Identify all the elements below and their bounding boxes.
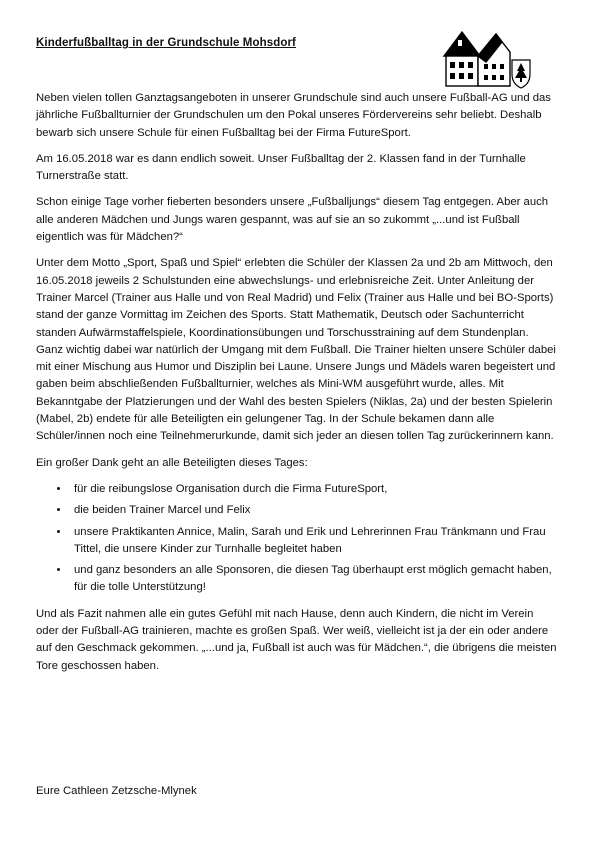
closing-paragraph: Und als Fazit nahmen alle ein gutes Gefühl mit nach Hause, denn auch Kindern, die nicht im Verein oder der Fußball-AG trainieren, machte es großen Spaß. Wer weiß, vielleicht ist ja der ein oder andere auf den Geschmack gekommen. „...und ja, Fußball ist auch was für Mädchen.“, die übrigens die meisten Tore geschossen haben.	[36, 607, 557, 672]
paragraph: Neben vielen tollen Ganztagsangeboten in unserer Grundschule sind auch unsere Fußball-AG und das jährliche Fußballturnier der Grundschulen um den Pokal unseres Fördervereins sehr beliebt. Deshalb bewarb sich unsere Schule für einen Fußballtag bei der Firma FutureSport.	[36, 92, 551, 139]
article-body	[36, 90, 558, 684]
document-title: Kinderfußballtag in der Grundschule Mohsdorf	[36, 37, 296, 49]
paragraph: Am 16.05.2018 war es dann endlich soweit. Unser Fußballtag der 2. Klassen fand in der Turnhalle Turnerstraße statt.	[36, 152, 526, 183]
list-item: • und ganz besonders an alle Sponsoren, die diesen Tag überhaupt erst möglich gemacht haben, für die tolle Unterstützung!	[70, 562, 558, 597]
paragraph: Schon einige Tage vorher fieberten besonders unsere „Fußballjungs“ diesem Tag entgegen. Aber auch alle anderen Mädchen und Jungs waren gespannt, was auf sie an so zukommt „...und ist Fußball eigentlich was für Mädchen?“	[36, 196, 549, 244]
paragraph: Ein großer Dank geht an alle Beteiligten dieses Tages:	[36, 456, 308, 469]
signature: Eure Cathleen Zetzsche-Mlynek	[36, 785, 197, 797]
list-item: • unsere Praktikanten Annice, Malin, Sarah und Erik und Lehrerinnen Frau Tränkmann und Frau Tittel, die unsere Kinder zur Turnhalle begleitet haben	[70, 524, 558, 559]
list-item: • für die reibungslose Organisation durch die Firma FutureSport,	[70, 481, 558, 498]
thanks-list	[36, 481, 558, 597]
school-building-logo	[440, 26, 532, 90]
list-item: • die beiden Trainer Marcel und Felix	[70, 502, 558, 519]
paragraph: Unter dem Motto „Sport, Spaß und Spiel“ erlebten die Schüler der Klassen 2a und 2b am Mittwoch, den 16.05.2018 jeweils 2 Schulstunden eine abwechslungs- und erlebnisreiche Zeit. Unter Anleitung der Trainer Marcel (Trainer aus Halle und von Real Madrid) und Felix (Trainer aus Halle und bei BO-Sports) stand der ganze Vormittag im Zeichen des Sports. Statt Mathematik, Deutsch oder Sachunterricht standen Aufwärmstaffelspiele, Koordinationsübungen und Torschusstraining auf dem Stundenplan. Ganz wichtig dabei war natürlich der Umgang mit dem Fußball. Die Trainer hielten unsere Schüler dabei mit einer Mischung aus Humor und Disziplin bei Laune. Unsere Jungs und Mädels waren begeistert und gaben beim abschließenden Fußballturnier, welches als Mini-WM ausgeführt wurde, alles. Mit Bekanntgabe der Platzierungen und der Wahl des besten Spielers (Niklas, 2a) und der besten Spielerin (Mabel, 2b) endete für alle Beteiligten ein gelungener Tag. In der Schule bekamen dann alle Schüler/innen noch eine Teilnehmerurkunde, damit sich jeder an diesen tollen Tag zurückerinnern kann.	[36, 257, 556, 443]
